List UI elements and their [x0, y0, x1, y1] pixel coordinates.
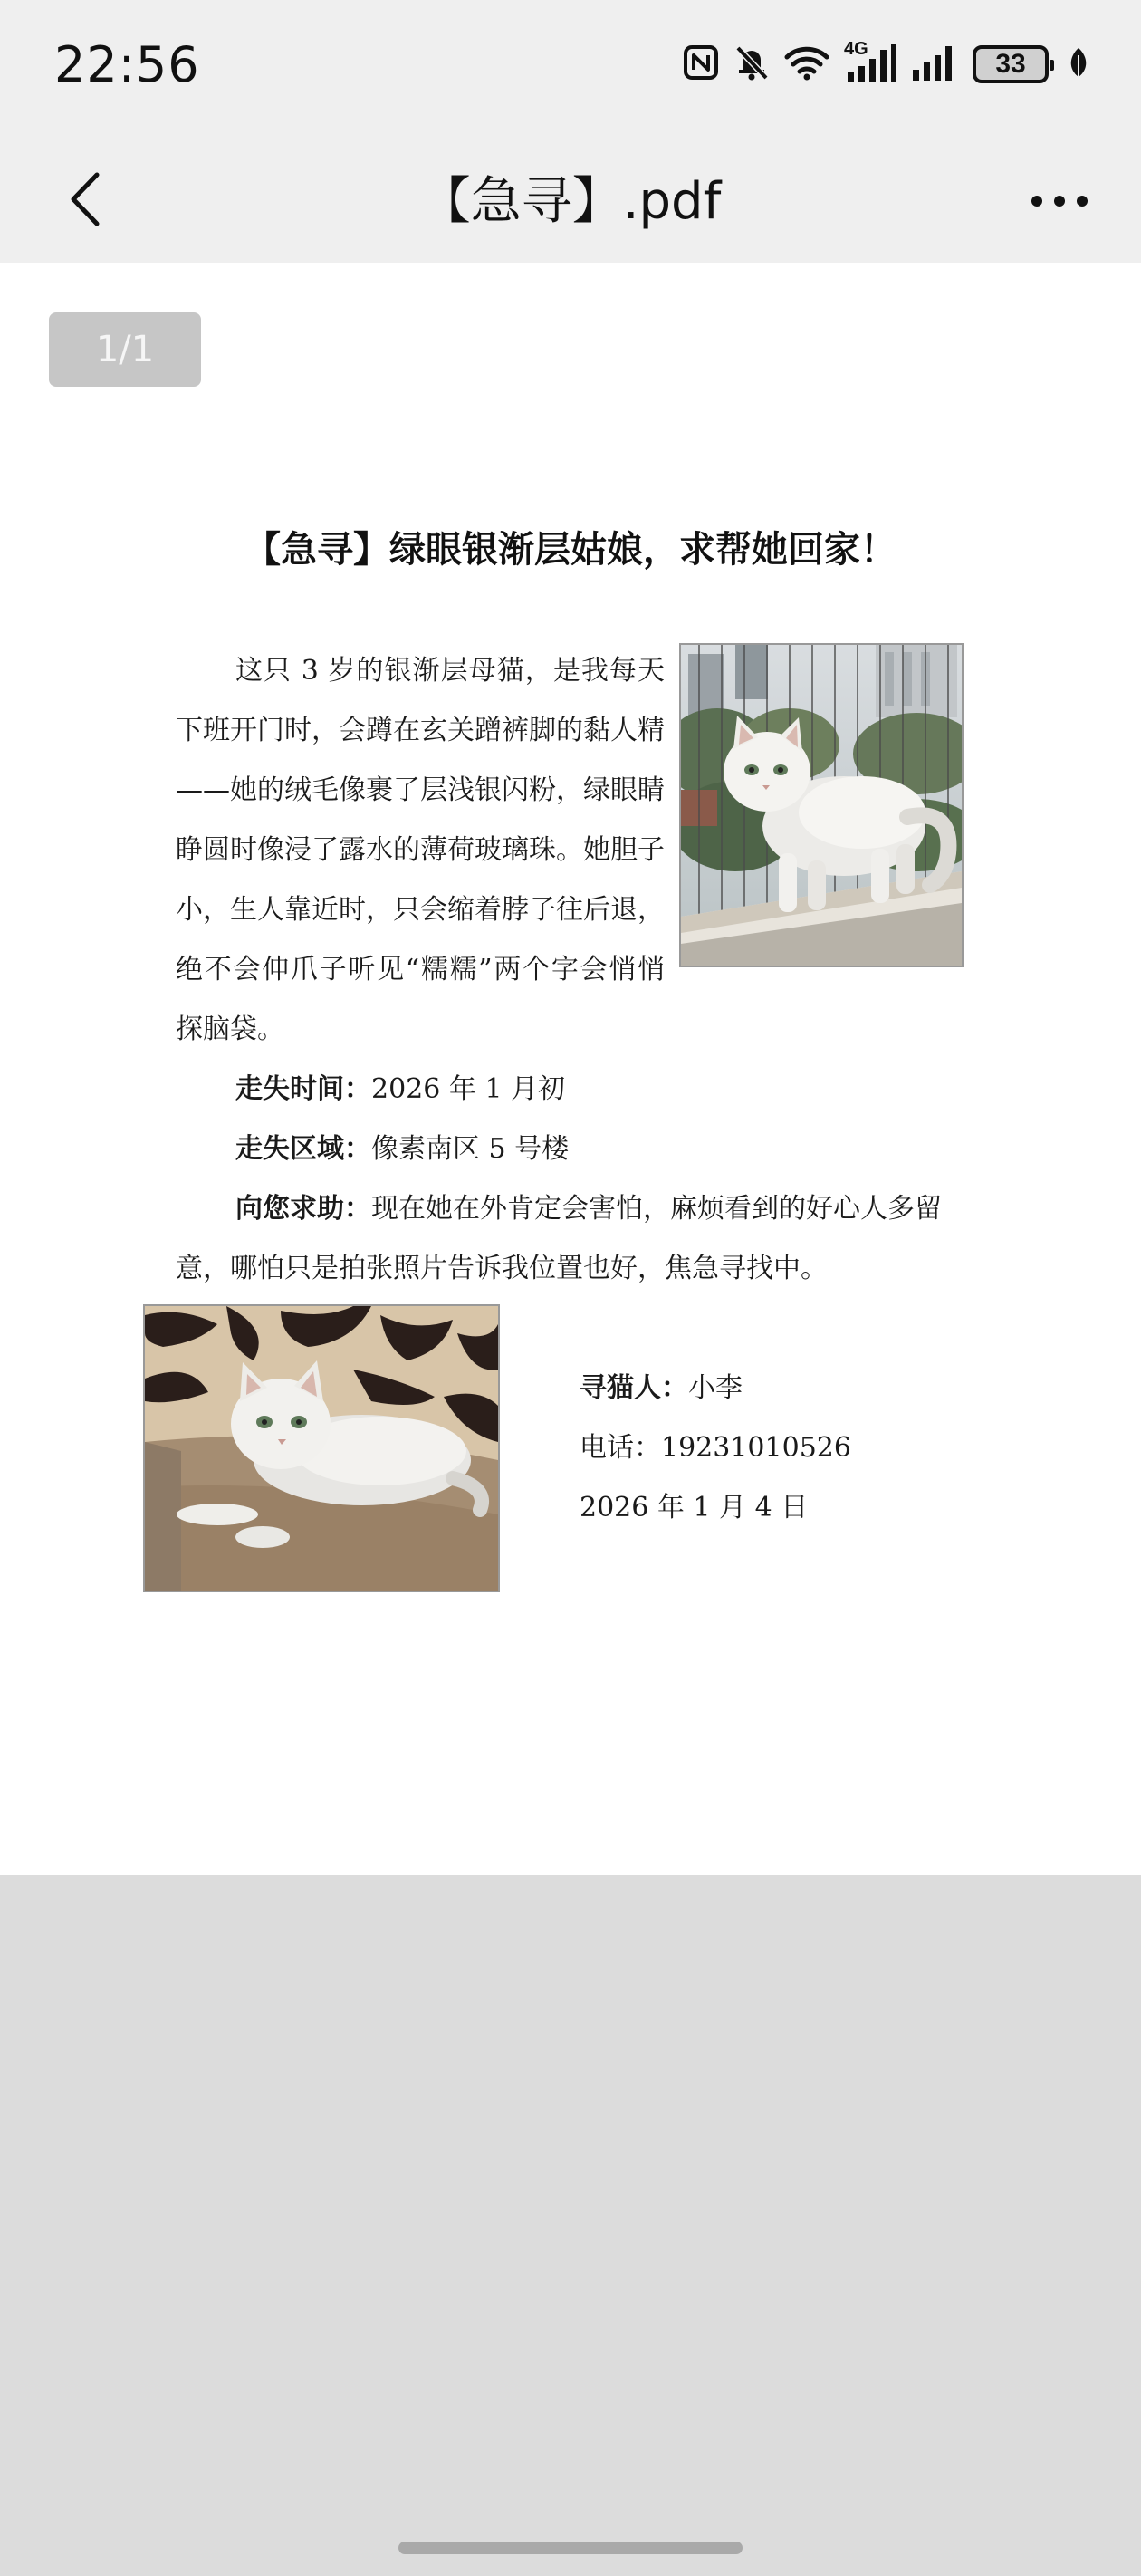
battery-icon	[973, 45, 1049, 83]
chevron-left-icon	[62, 168, 108, 231]
lost-time-value: 2026 年 1 月初	[371, 1073, 566, 1105]
cat-photo-standing	[679, 643, 964, 967]
finder-label: 寻猫人：	[580, 1372, 688, 1404]
leaf-icon	[1069, 46, 1088, 82]
page-indicator: 1/1	[49, 312, 201, 387]
status-icons	[683, 39, 1088, 85]
help-label: 向您求助：	[235, 1193, 371, 1225]
nfc-icon	[683, 44, 719, 84]
document-title: 【急寻】绿眼银渐层姑娘，求帮她回家！	[244, 528, 896, 571]
lost-area	[235, 1120, 569, 1179]
phone-label: 电话：	[580, 1432, 661, 1464]
app-bar	[0, 136, 1141, 263]
help-request	[176, 1179, 973, 1299]
network-label: 4G	[844, 39, 868, 59]
signal-icon	[911, 44, 958, 84]
cat-photo-lying	[143, 1304, 500, 1592]
signal-4g-icon	[844, 39, 896, 84]
back-button[interactable]	[40, 154, 130, 245]
home-gesture-bar[interactable]	[398, 2542, 743, 2554]
finder-name	[580, 1359, 743, 1418]
phone-value: 19231010526	[661, 1432, 851, 1464]
wifi-icon	[784, 44, 829, 84]
lost-area-value: 像素南区 5 号楼	[371, 1133, 570, 1165]
battery-level: 33	[995, 49, 1026, 79]
document-date: 2026 年 1 月 4 日	[580, 1492, 809, 1523]
more-horizontal-icon	[1028, 192, 1091, 210]
lost-time	[235, 1060, 565, 1120]
finder-phone	[580, 1418, 851, 1478]
mute-icon	[734, 43, 770, 85]
status-time: 22:56	[54, 36, 200, 93]
more-options-button[interactable]	[1014, 156, 1105, 246]
help-value: 现在她在外肯定会害怕，麻烦看到的好心人多留意，哪怕只是拍张照片告诉我位置也好，焦急寻找中。	[176, 1193, 942, 1284]
file-title: 【急寻】.pdf	[419, 172, 722, 231]
description-paragraph: 这只 3 岁的银渐层母猫，是我每天下班开门时，会蹲在玄关蹭裤脚的黏人精——她的绒毛像裹了层浅银闪粉，绿眼睛睁圆时像浸了露水的薄荷玻璃珠。她胆子小，生人靠近时，只会缩着脖子往后退，绝不会伸爪子听见“糯糯”两个字会悄悄探脑袋。	[176, 655, 665, 1045]
lost-time-label: 走失时间：	[235, 1073, 371, 1105]
lost-area-label: 走失区域：	[235, 1133, 371, 1165]
status-bar	[0, 0, 1141, 136]
finder-value: 小李	[688, 1372, 743, 1404]
pdf-page[interactable]	[0, 263, 1141, 1875]
